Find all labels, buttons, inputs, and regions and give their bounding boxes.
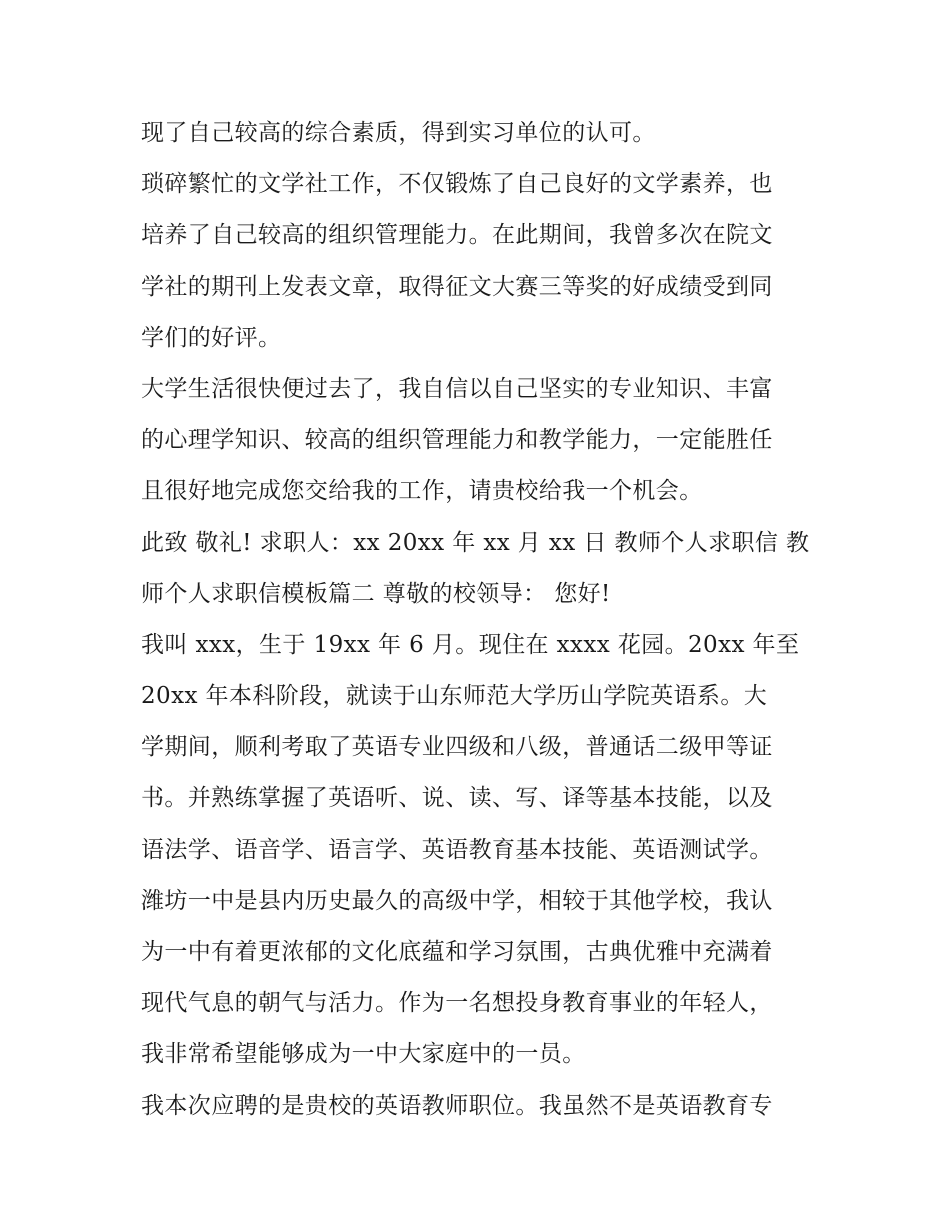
text-line: 我非常希望能够成为一中大家庭中的一员。 — [141, 1041, 586, 1068]
body-text — [141, 108, 821, 1132]
text-line: 现代气息的朝气与活力。作为一名想投身教育事业的年轻人， — [141, 990, 773, 1017]
text-line: 师个人求职信模板篇二 尊敬的校领导： 您好! — [141, 580, 611, 607]
text-line: 20xx 年本科阶段，就读于山东师范大学历山学院英语系。大 — [141, 683, 768, 710]
text-line: 大学生活很快便过去了，我自信以自己坚实的专业知识、丰富 — [141, 375, 773, 402]
text-line: 学社的期刊上发表文章，取得征文大赛三等奖的好成绩受到同 — [141, 273, 773, 300]
text-line: 培养了自己较高的组织管理能力。在此期间，我曾多次在院文 — [141, 222, 773, 249]
text-line: 为一中有着更浓郁的文化底蕴和学习氛围，古典优雅中充满着 — [141, 939, 773, 965]
text-line: 且很好地完成您交给我的工作，请贵校给我一个机会。 — [141, 478, 703, 505]
text-line: 学们的好评。 — [141, 324, 282, 351]
text-line: 潍坊一中是县内历史最久的高级中学，相较于其他学校，我认 — [141, 887, 773, 914]
text-line: 书。并熟练掌握了英语听、说、读、写、译等基本技能，以及 — [141, 785, 773, 812]
text-line: 我叫 xxx，生于 19xx 年 6 月。现住在 xxxx 花园。20xx 年至 — [141, 631, 800, 658]
text-line: 学期间，顺利考取了英语专业四级和八级，普通话二级甲等证 — [141, 734, 773, 761]
text-line: 我本次应聘的是贵校的英语教师职位。我虽然不是英语教育专 — [141, 1092, 773, 1119]
text-line: 此致 敬礼! 求职人：xx 20xx 年 xx 月 xx 日 教师个人求职信 教 — [141, 529, 810, 556]
text-line: 现了自己较高的综合素质，得到实习单位的认可。 — [141, 120, 656, 146]
text-line: 语法学、语音学、语言学、英语教育基本技能、英语测试学。 — [141, 836, 773, 863]
text-line: 琐碎繁忙的文学社工作，不仅锻炼了自己良好的文学素养，也 — [141, 171, 773, 198]
text-line: 的心理学知识、较高的组织管理能力和教学能力，一定能胜任 — [141, 427, 773, 454]
